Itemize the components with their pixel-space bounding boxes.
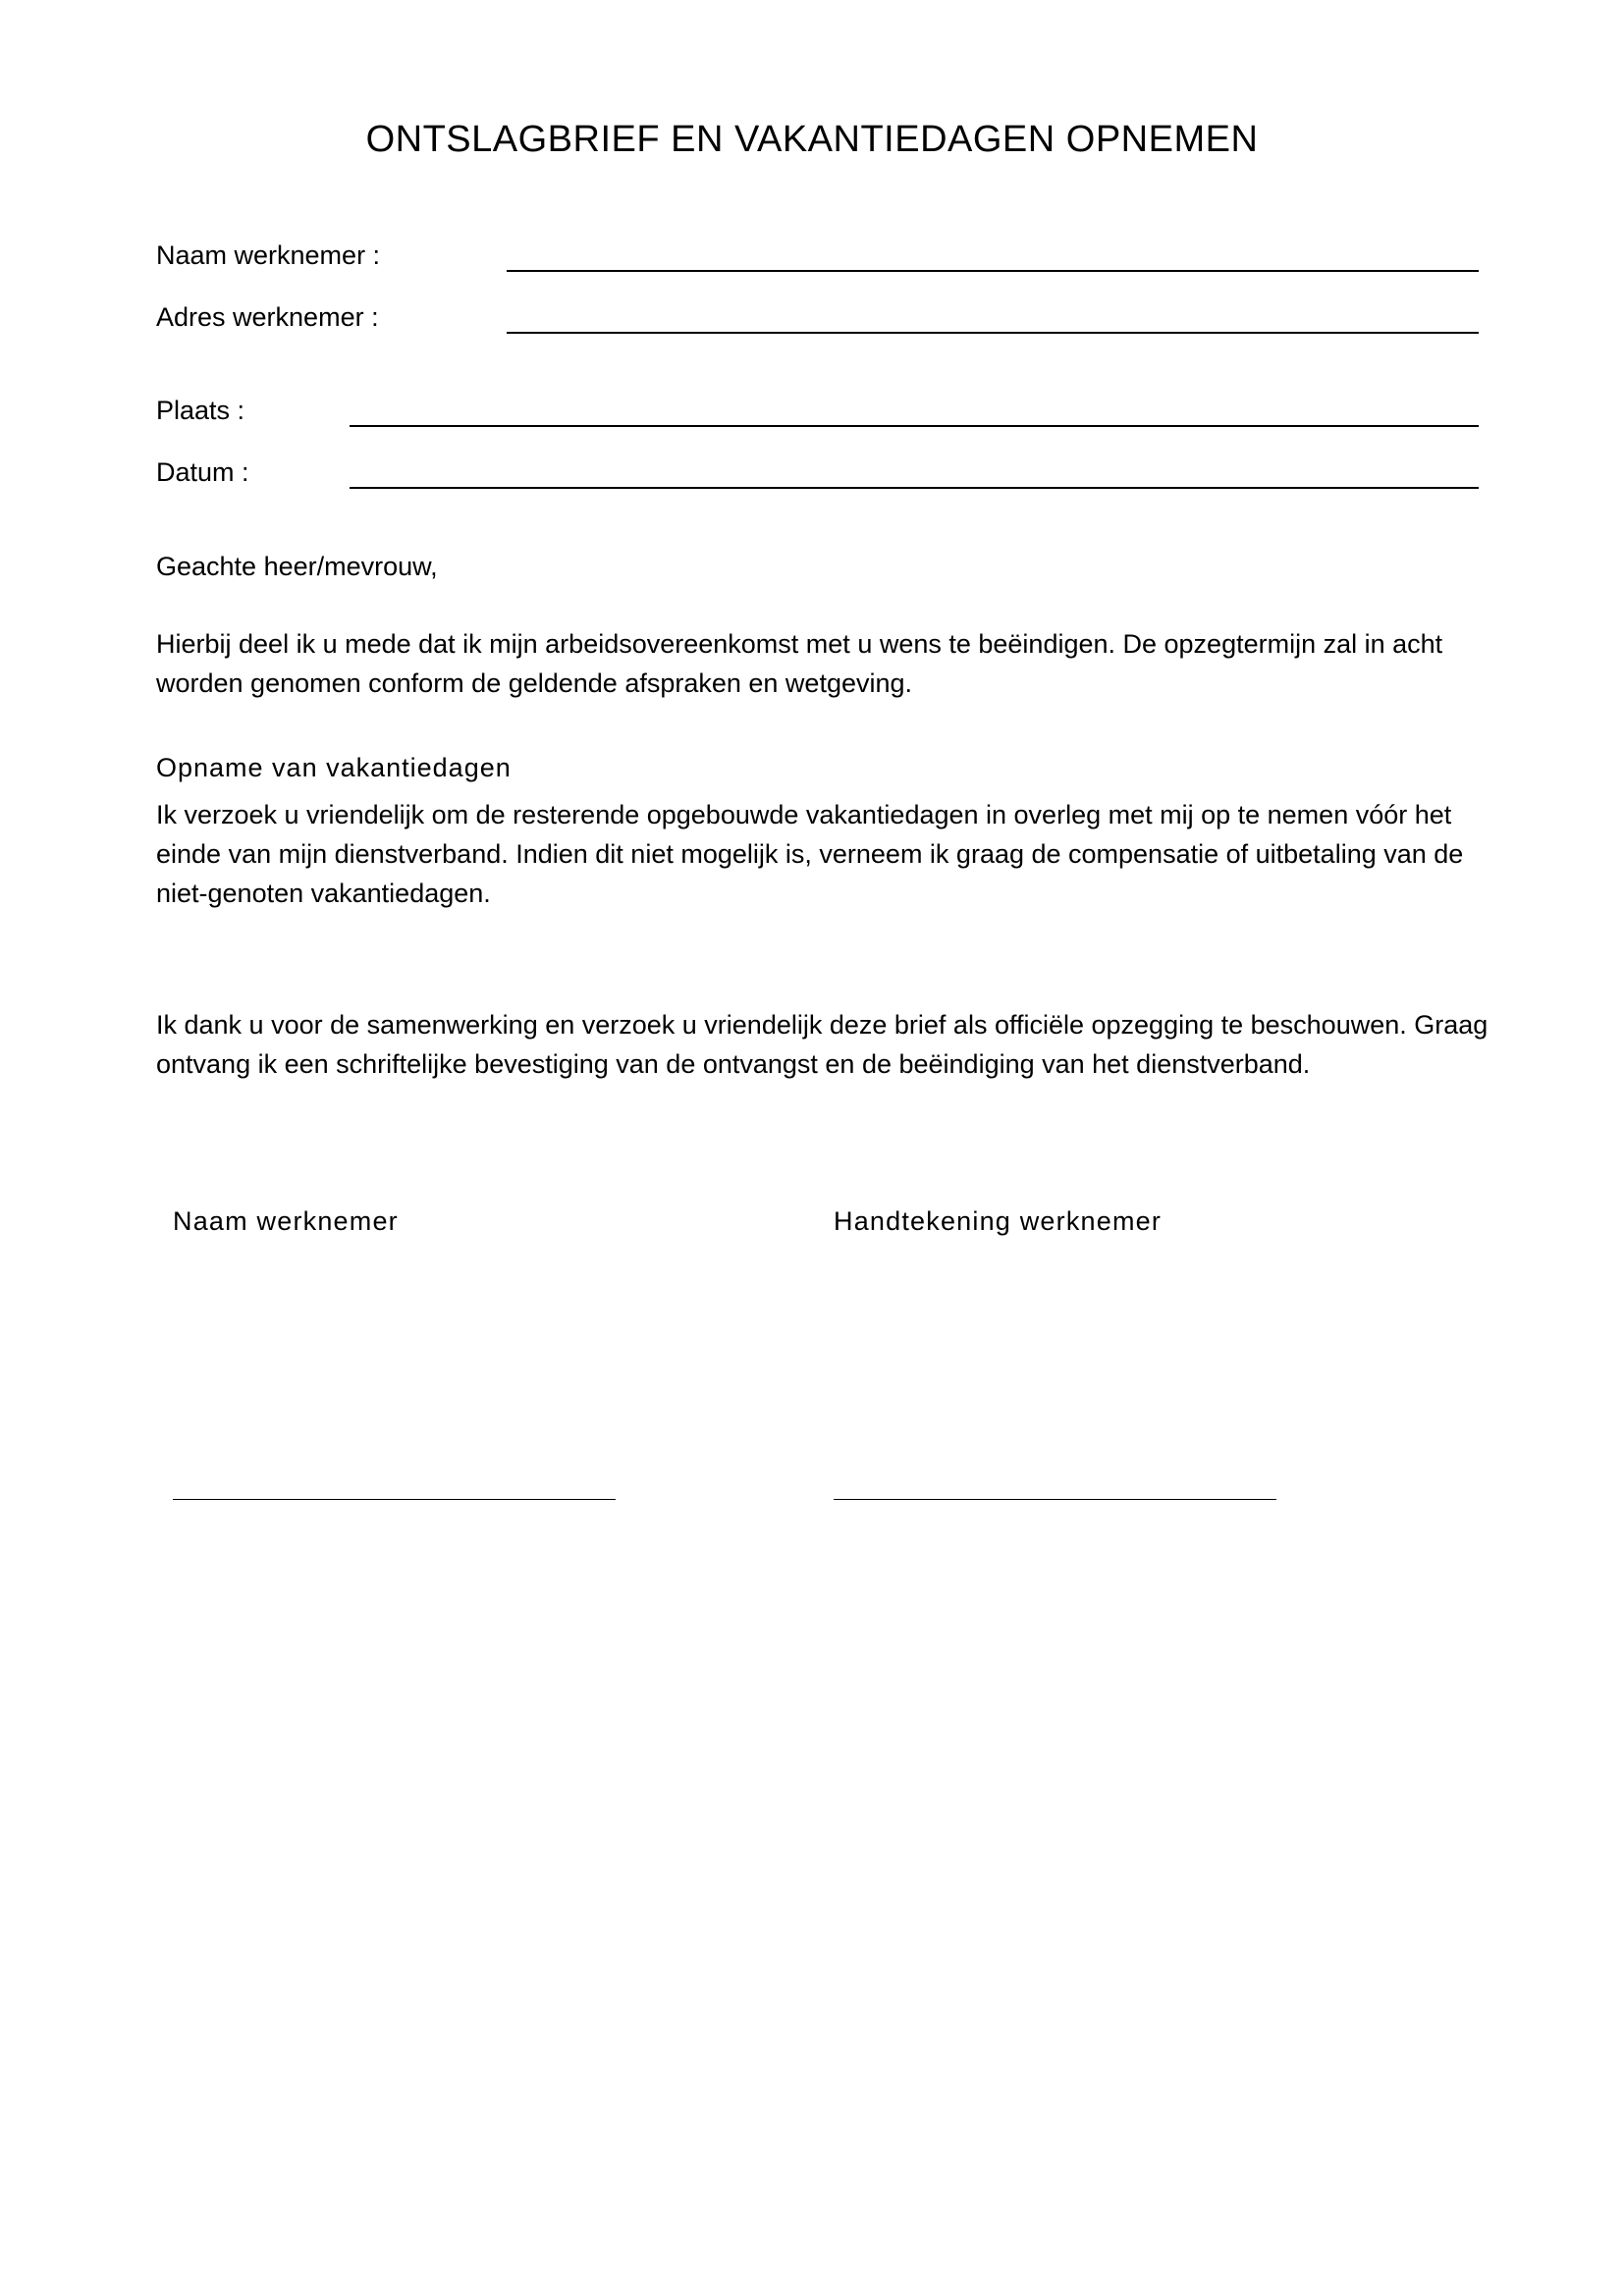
paragraph-resignation: Hierbij deel ik u mede dat ik mijn arbeidsovereenkomst met u wens te beëindigen. De opzegtermijn zal in acht worden genomen conform de geldende afspraken en wetgeving.: [156, 629, 1443, 698]
paragraph-closing: Ik dank u voor de samenwerking en verzoek u vriendelijk deze brief als officiële opzegging te beschouwen. Graag ontvang ik een schriftelijke bevestiging van de ontvangst en de beëindiging van het dienstverband.: [156, 1010, 1489, 1079]
signature-name-line[interactable]: [173, 1499, 616, 1500]
date-label: Datum :: [156, 457, 249, 487]
employee-address-line[interactable]: [507, 332, 1479, 334]
employee-name-label: Naam werknemer :: [156, 240, 381, 270]
salutation: Geachte heer/mevrouw,: [156, 552, 438, 581]
paragraph-vacation: Ik verzoek u vriendelijk om de resterende opgebouwde vakantiedagen in overleg met mij op te nemen vóór het einde van mijn dienstverband. Indien dit niet mogelijk is, verneem ik graag de compensatie of uitbetaling van de niet-genoten vakantiedagen.: [156, 800, 1464, 908]
signature-name-label: Naam werknemer: [173, 1206, 399, 1236]
place-label: Plaats :: [156, 396, 245, 425]
employee-address-label: Adres werknemer :: [156, 302, 379, 332]
place-line[interactable]: [350, 425, 1479, 427]
section-heading-vacation: Opname van vakantiedagen: [156, 753, 512, 782]
signature-handwriting-line[interactable]: [834, 1499, 1276, 1500]
signature-handwriting-label: Handtekening werknemer: [834, 1206, 1163, 1236]
employee-name-line[interactable]: [507, 270, 1479, 272]
date-line[interactable]: [350, 487, 1479, 489]
document-title: ONTSLAGBRIEF EN VAKANTIEDAGEN OPNEMEN: [365, 119, 1259, 160]
